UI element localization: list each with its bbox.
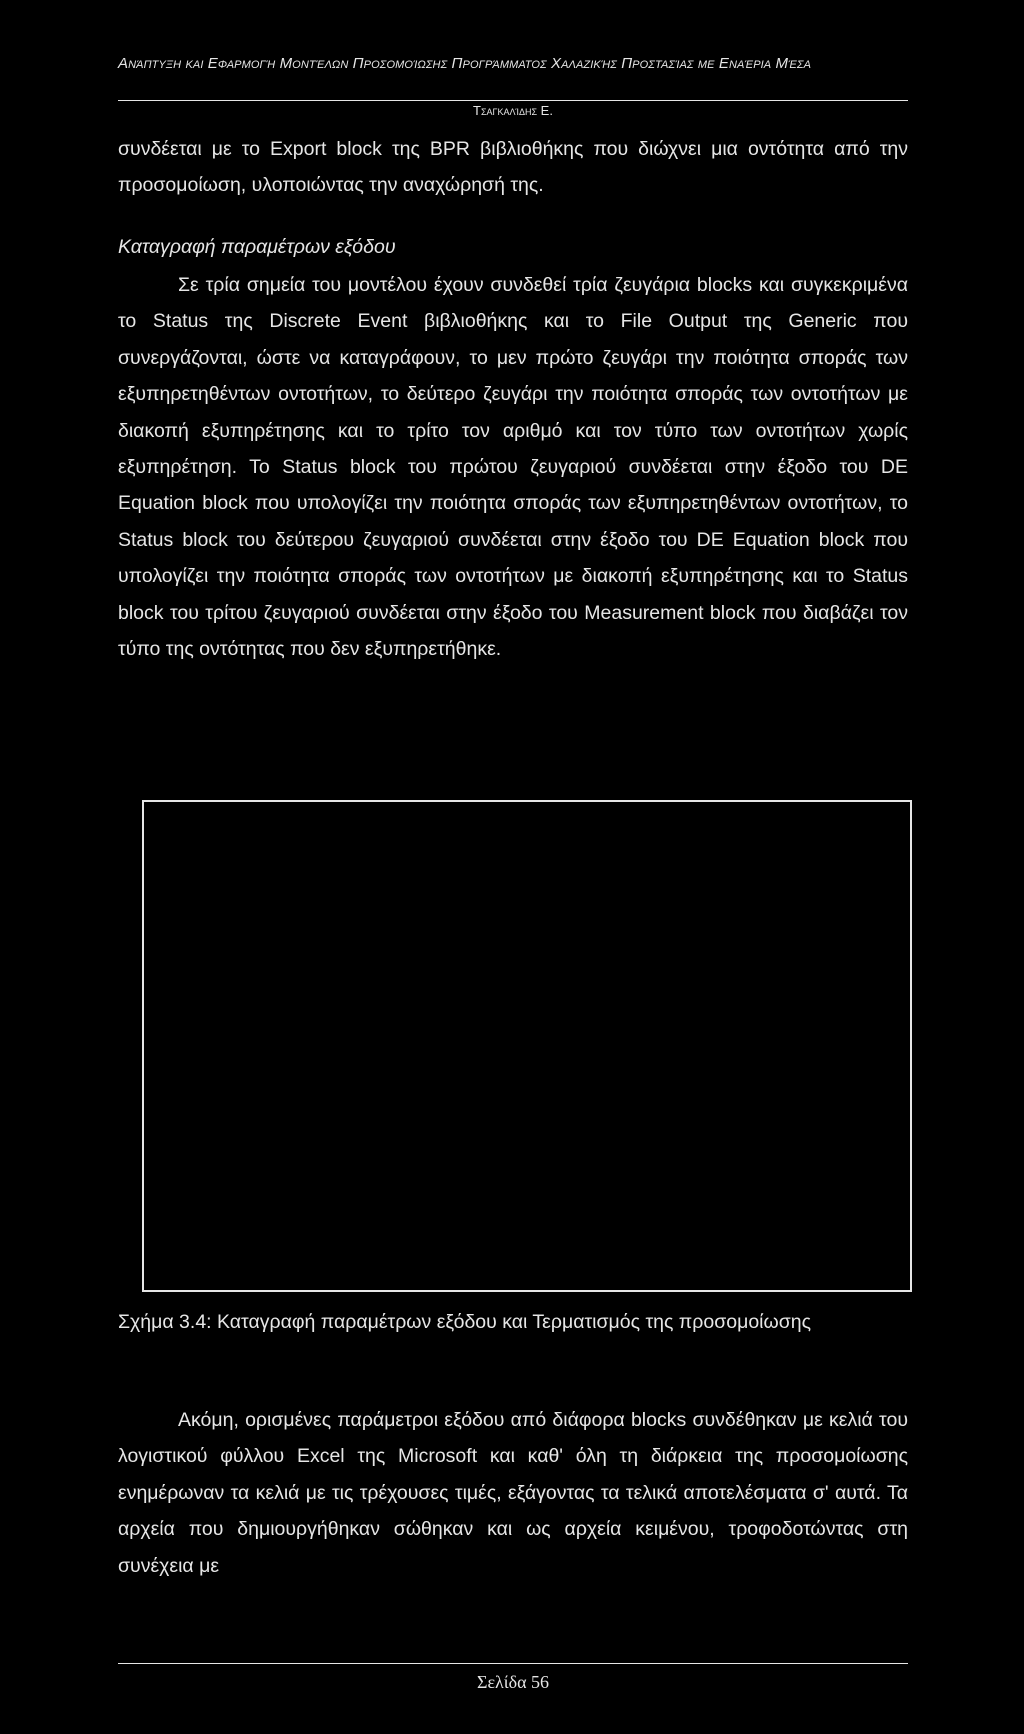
figure-caption: Σχήμα 3.4: Καταγραφή παραμέτρων εξόδου και Τερματισμός της προσομοίωσης: [118, 1311, 811, 1333]
section-heading: Καταγραφή παραμέτρων εξόδου: [118, 236, 396, 258]
figure-placeholder: [142, 800, 912, 1292]
page-number: Σελίδα 56: [476, 1672, 550, 1692]
running-header-title: Ανάπτυξη και Εφαρμογή Μοντέλων Προσομοίωσης Προγράμματος Χαλαζικής Προστασίας με Εναέρια Μέσα: [118, 55, 811, 72]
header-divider: [118, 100, 908, 101]
footer-divider: [118, 1663, 908, 1664]
paragraph-intro: συνδέεται με το Export block της BPR βιβλιοθήκης που διώχνει μια οντότητα από την προσομοίωση, υλοποιώντας την αναχώρησή της.: [118, 138, 908, 197]
paragraph-main: Σε τρία σημεία του μοντέλου έχουν συνδεθεί τρία ζευγάρια blocks και συγκεκριμένα το Status της Discrete Event βιβλιοθήκης και το File Output της Generic που συνεργάζονται, ώστε να καταγράφουν, το μεν πρώτο ζευγάρι την ποιότητα σποράς των εξυπηρετηθέντων οντοτήτων, το δεύτερο ζευγάρι την ποιότητα σποράς των οντοτήτων με διακοπή εξυπηρέτησης και το τρίτο τον αριθμό και τον τύπο των οντοτήτων χωρίς εξυπηρέτηση. Το Status block του πρώτου ζευγαριού συνδέεται στην έξοδο του DE Equation block που υπολογίζει την ποιότητα σποράς των εξυπηρετηθέντων οντοτήτων, το Status block του δεύτερου ζευγαριού συνδέεται στην έξοδο του DE Equation block που υπολογίζει την ποιότητα σποράς των οντοτήτων με διακοπή εξυπηρέτησης και το Status block του τρίτου ζευγαριού συνδέεται στην έξοδο του Measurement block που διαβάζει τον τύπο της οντότητας που δεν εξυπηρετήθηκε.: [118, 274, 908, 661]
paragraph-last: Ακόμη, ορισμένες παράμετροι εξόδου από διάφορα blocks συνδέθηκαν με κελιά του λογιστικού φύλλου Excel της Microsoft και καθ' όλη τη διάρκεια της προσομοίωσης ενημέρωναν τα κελιά με τις τρέχουσες τιμές, εξάγοντας τα τελικά αποτελέσματα σ' αυτά. Τα αρχεία που δημιουργήθηκαν σώθηκαν και ως αρχεία κειμένου, τροφοδοτώντας στη συνέχεια με: [118, 1409, 908, 1577]
running-header-author: Τσαγκαλίδης Ε.: [473, 103, 553, 118]
